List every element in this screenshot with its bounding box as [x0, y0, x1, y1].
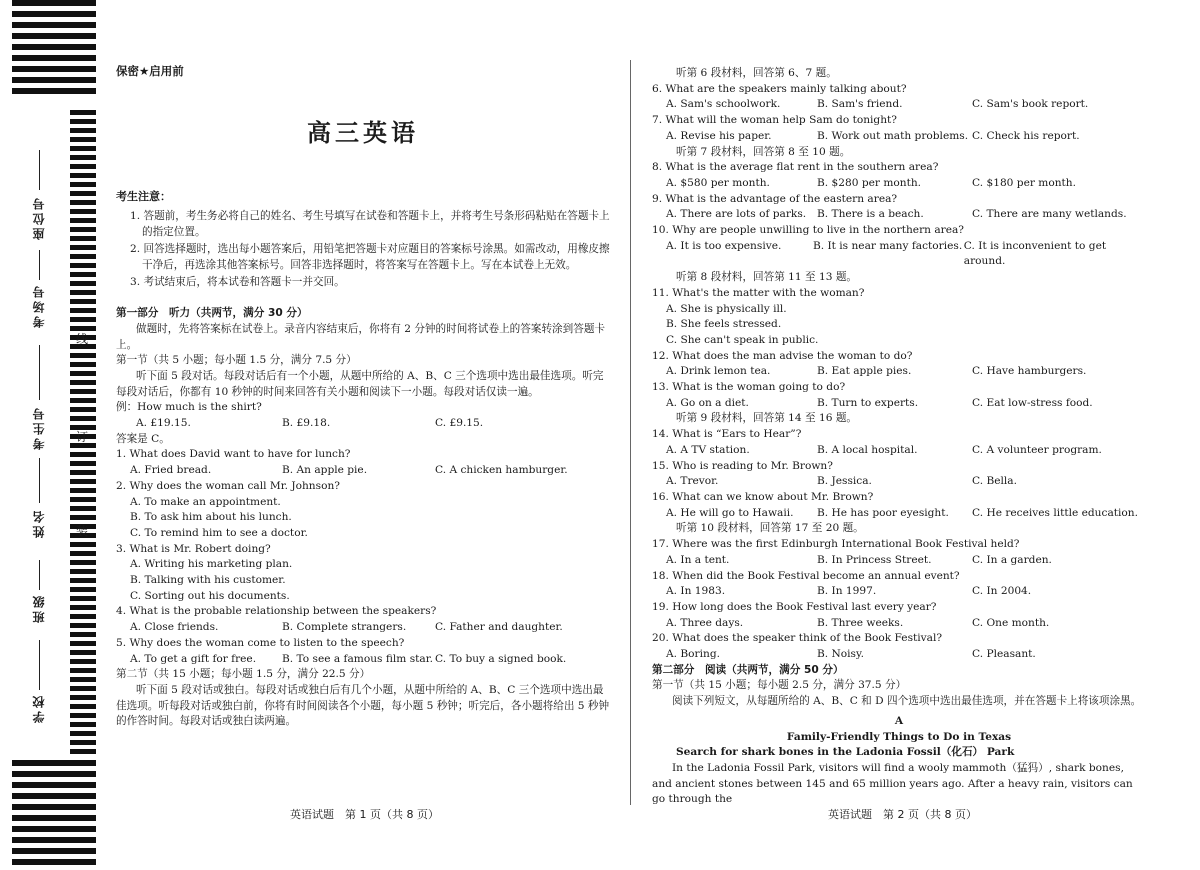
notice-item: 2. 回答选择题时，选出每小题答案后，用铅笔把答题卡对应题目的答案标号涂黑。如需改动，用橡皮擦干净后，再选涂其他答案标号。回答非选择题时，将答案写在答题卡上。写在本试卷上无效。 — [130, 243, 610, 272]
option: C. He receives little education. — [972, 506, 1138, 519]
material-9-heading: 听第 9 段材料，回答第 14 至 16 题。 — [676, 412, 858, 425]
question-5: 5. Why does the woman come to listen to the speech? — [116, 636, 405, 649]
page-2-footer: 英语试题 第 2 页（共 8 页） — [828, 808, 977, 821]
barcode-strip-top — [12, 0, 96, 99]
question-3: 3. What is Mr. Robert doing? — [116, 542, 271, 555]
option: C. Sorting out his documents. — [130, 589, 290, 602]
section1-intro: 听下面 5 段对话。每段对话后有一个小题，从题中所给的 A、B、C 三个选项中选出最佳选项。听完每段对话后，你都有 10 秒钟的时间来回答有关小题和阅读下一小题。每段对话仅读一遍。 — [116, 369, 604, 398]
question-17: 17. Where was the first Edinburgh International Book Festival held? — [652, 538, 1020, 551]
option: A. He will go to Hawaii. — [666, 506, 794, 519]
option: C. It is inconvenient to get around. — [963, 239, 1107, 268]
option: A. A TV station. — [666, 443, 750, 456]
question-20: 20. What does the speaker think of the Book Festival? — [652, 632, 943, 645]
option: A. Boring. — [666, 648, 720, 661]
question-9: 9. What is the advantage of the eastern area? — [652, 192, 898, 205]
part2-title: 第二部分 阅读（共两节，满分 50 分） — [652, 663, 844, 676]
question-1: 1. What does David want to have for lunch? — [116, 448, 351, 461]
section2-title: 第二节（共 15 小题；每小题 1.5 分，满分 22.5 分） — [116, 668, 371, 681]
name-label: 姓名 — [32, 508, 46, 538]
confidential-mark: 保密★启用前 — [116, 64, 184, 78]
column-divider — [630, 60, 631, 805]
part1-title: 第一部分 听力（共两节，满分 30 分） — [116, 307, 308, 320]
barcode-strip-bottom — [12, 760, 96, 870]
option: A. Fried bread. — [130, 464, 212, 477]
option: B. Talking with his customer. — [130, 574, 286, 587]
question-8: 8. What is the average flat rent in the southern area? — [652, 161, 939, 174]
question-10-options — [652, 239, 1146, 270]
option: C. To remind him to see a doctor. — [130, 526, 308, 539]
binding-margin — [0, 0, 100, 868]
option: C. Check his report. — [972, 129, 1080, 142]
section2-intro: 听下面 5 段对话或独白。每段对话或独白后有几个小题，从题中所给的 A、B、C 三个选项中选出最佳选项。听每段对话或独白前，你将有时间阅读各个小题，每小题 5 秒钟；听完后，各小题将给出 5 秒钟的作答时间。每段对话或独白读两遍。 — [116, 683, 610, 728]
passage-text: In the Ladonia Fossil Park, visitors will find a wooly mammoth（猛犸）, shark bones, and ancient stones between 145 and 65 million years ago. After a heavy rain, visitors can go through the — [652, 761, 1133, 806]
page-1-column — [116, 64, 610, 730]
question-4-options — [116, 620, 610, 636]
option: B. He has poor eyesight. — [817, 506, 949, 519]
question-15-options — [652, 474, 1146, 490]
option: C. Eat low-stress food. — [972, 396, 1093, 409]
option: A. Trevor. — [666, 475, 719, 488]
question-13-options — [652, 396, 1146, 412]
question-15: 15. Who is reading to Mr. Brown? — [652, 459, 833, 472]
option: B. There is a beach. — [817, 208, 924, 221]
question-12: 12. What does the man advise the woman to do? — [652, 349, 913, 362]
option: B. £9.18. — [282, 417, 331, 430]
cut-mark-line: 线 — [76, 332, 89, 346]
option: A. £19.15. — [136, 417, 191, 430]
option: B. $280 per month. — [817, 176, 922, 189]
seat-number-label: 座位号 — [32, 195, 46, 240]
option: C. £9.15. — [435, 417, 484, 430]
option: B. Turn to experts. — [817, 396, 919, 409]
option: A. There are lots of parks. — [666, 208, 807, 221]
example-options — [116, 416, 610, 432]
question-7: 7. What will the woman help Sam do tonight? — [652, 114, 897, 127]
question-20-options — [652, 647, 1146, 663]
notice-heading: 考生注意： — [116, 190, 171, 204]
example-question: 例：How much is the shirt? — [116, 401, 262, 414]
fill-line-seat — [39, 150, 40, 190]
page-1-footer: 英语试题 第 1 页（共 8 页） — [290, 808, 439, 821]
option: C. To buy a signed book. — [435, 652, 567, 665]
class-label: 班级 — [32, 593, 46, 623]
material-8-heading: 听第 8 段材料，回答第 11 至 13 题。 — [676, 271, 858, 284]
material-6-heading: 听第 6 段材料，回答第 6、7 题。 — [676, 67, 837, 79]
question-12-options — [652, 364, 1146, 380]
question-11: 11. What's the matter with the woman? — [652, 286, 865, 299]
option: B. Noisy. — [817, 648, 864, 661]
option: B. Jessica. — [817, 475, 872, 488]
material-10-heading: 听第 10 段材料，回答第 17 至 20 题。 — [676, 522, 864, 535]
option: A. She is physically ill. — [666, 302, 787, 315]
option: A. Revise his paper. — [666, 129, 772, 142]
question-19: 19. How long does the Book Festival last every year? — [652, 600, 937, 613]
question-19-options — [652, 616, 1146, 632]
option: A. Go on a diet. — [666, 396, 749, 409]
question-6-options — [652, 97, 1146, 113]
option: C. Have hamburgers. — [972, 365, 1087, 378]
material-7-heading: 听第 7 段材料，回答第 8 至 10 题。 — [676, 145, 851, 158]
notice-item: 3. 考试结束后，将本试卷和答题卡一并交回。 — [130, 276, 345, 289]
option: B. In 1997. — [817, 585, 877, 598]
page-title: 高三英语 — [307, 118, 419, 147]
part2-intro: 阅读下列短文，从每题所给的 A、B、C 和 D 四个选项中选出最佳选项，并在答题卡上将该项涂黑。 — [672, 695, 1142, 708]
option: C. There are many wetlands. — [972, 208, 1127, 221]
fill-line-name — [39, 458, 40, 503]
option: B. To ask him about his lunch. — [130, 511, 292, 524]
option: B. A local hospital. — [817, 443, 918, 456]
example-answer: 答案是 C。 — [116, 432, 170, 445]
option: B. To see a famous film star. — [282, 652, 433, 665]
exam-room-label: 考场号 — [32, 283, 46, 328]
part2-section1-title: 第一节（共 15 小题；每小题 2.5 分，满分 37.5 分） — [652, 679, 907, 692]
fill-line-class — [39, 560, 40, 590]
option: A. To get a gift for free. — [130, 652, 257, 665]
notice-item: 1. 答题前，考生务必将自己的姓名、考生号填写在试卷和答题卡上，并将考生号条形码粘贴在答题卡上的指定位置。 — [130, 210, 610, 239]
fill-line-student — [39, 345, 40, 400]
option: B. In Princess Street. — [817, 553, 932, 566]
question-16: 16. What can we know about Mr. Brown? — [652, 490, 874, 503]
option: A. Sam's schoolwork. — [666, 98, 781, 111]
option: C. She can't speak in public. — [666, 333, 819, 346]
section1-title: 第一节（共 5 小题；每小题 1.5 分，满分 7.5 分） — [116, 354, 357, 367]
option: A. In a tent. — [666, 553, 730, 566]
option: C. Bella. — [972, 475, 1017, 488]
page-2-column — [652, 66, 1146, 808]
fill-line-school — [39, 640, 40, 690]
option: C. One month. — [972, 616, 1050, 629]
option: A. In 1983. — [666, 585, 726, 598]
option: A. It is too expensive. — [666, 239, 782, 252]
option: A. Three days. — [666, 616, 744, 629]
option: A. $580 per month. — [666, 176, 770, 189]
student-number-label: 考生号 — [32, 405, 46, 450]
part1-intro: 做题时，先将答案标在试卷上。录音内容结束后，你将有 2 分钟的时间将试卷上的答案转涂到答题卡上。 — [116, 322, 606, 351]
option: C. $180 per month. — [972, 176, 1076, 189]
passage-title: Family-Friendly Things to Do in Texas — [786, 730, 1012, 743]
question-10: 10. Why are people unwilling to live in the northern area? — [652, 224, 964, 237]
question-18: 18. When did the Book Festival become an annual event? — [652, 569, 960, 582]
option: B. An apple pie. — [282, 464, 368, 477]
question-18-options — [652, 584, 1146, 600]
option: B. Complete strangers. — [282, 621, 407, 634]
question-1-options — [116, 463, 610, 479]
question-9-options — [652, 207, 1146, 223]
option: A. Close friends. — [130, 621, 219, 634]
option: B. Work out math problems. — [817, 129, 969, 142]
option: B. Eat apple pies. — [817, 365, 912, 378]
question-6: 6. What are the speakers mainly talking about? — [652, 82, 907, 95]
passage-letter: A — [894, 714, 904, 727]
passage-heading: Search for shark bones in the Ladonia Fossil（化石） Park — [676, 746, 1015, 759]
question-13: 13. What is the woman going to do? — [652, 381, 846, 394]
question-8-options — [652, 176, 1146, 192]
option: C. A volunteer program. — [972, 443, 1102, 456]
question-14-options — [652, 443, 1146, 459]
question-14: 14. What is “Ears to Hear”? — [652, 428, 802, 441]
option: C. In 2004. — [972, 585, 1032, 598]
option: C. In a garden. — [972, 553, 1052, 566]
school-label: 学校 — [32, 693, 46, 723]
option: A. Drink lemon tea. — [666, 365, 771, 378]
option: B. She feels stressed. — [666, 318, 782, 331]
cut-mark-bind: 订 — [76, 430, 89, 444]
question-16-options — [652, 506, 1146, 522]
cut-mark-fold: 装 — [76, 524, 89, 538]
option: B. Sam's friend. — [817, 98, 903, 111]
option: A. Writing his marketing plan. — [130, 558, 293, 571]
option: B. It is near many factories. — [812, 239, 963, 252]
option: C. Father and daughter. — [435, 621, 563, 634]
question-4: 4. What is the probable relationship between the speakers? — [116, 605, 437, 618]
question-5-options — [116, 652, 610, 668]
question-17-options — [652, 553, 1146, 569]
option: C. Sam's book report. — [972, 98, 1089, 111]
option: B. Three weeks. — [817, 616, 904, 629]
option: C. Pleasant. — [972, 648, 1036, 661]
fill-line-room — [39, 250, 40, 280]
question-7-options — [652, 129, 1146, 145]
question-2: 2. Why does the woman call Mr. Johnson? — [116, 479, 340, 492]
option: C. A chicken hamburger. — [435, 464, 568, 477]
option: A. To make an appointment. — [130, 495, 281, 508]
